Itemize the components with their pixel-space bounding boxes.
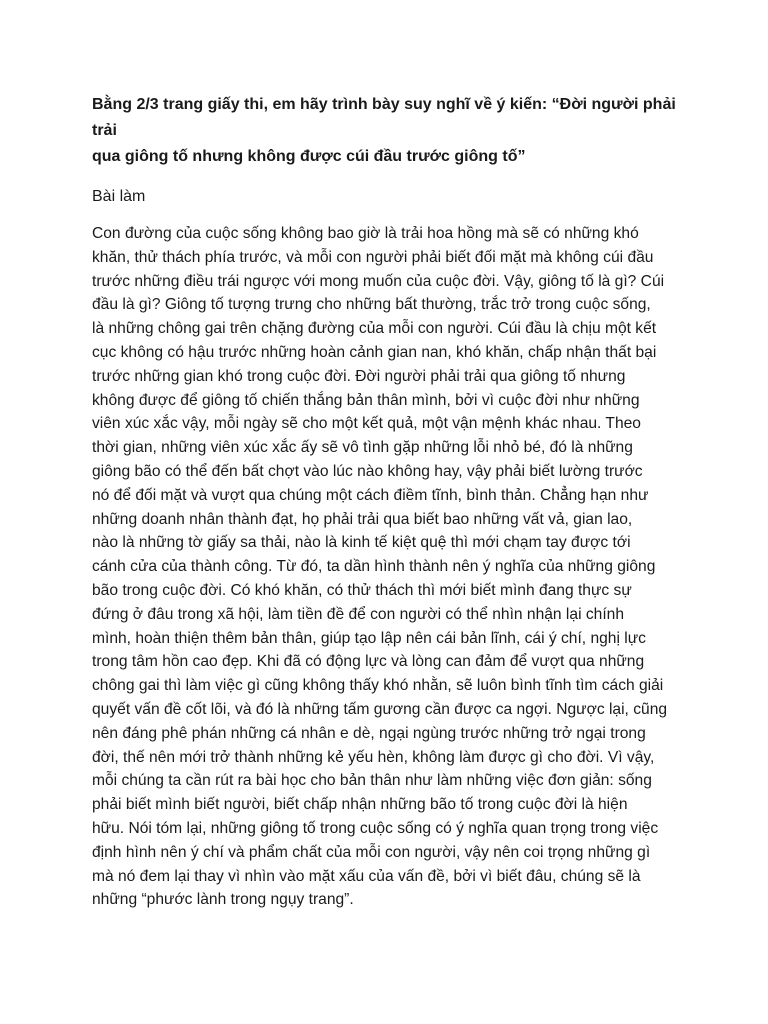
essay-line: mình, hoàn thiện thêm bản thân, giúp tạo lập nên cái bản lĩnh, cái ý chí, nghị lực xyxy=(92,629,646,647)
essay-line: đời, thế nên mới trở thành những kẻ yếu hèn, không làm được gì cho đời. Vì vậy, xyxy=(92,748,655,766)
essay-line: chông gai thì làm việc gì cũng không thấy khó nhằn, sẽ luôn bình tĩnh tìm cách giải xyxy=(92,677,664,695)
essay-line: thời gian, những viên xúc xắc ấy sẽ vô tình gặp những lỗi nhỏ bé, đó là những xyxy=(92,439,633,457)
essay-line: quyết vấn đề cốt lõi, và đó là những tấm gương cần được ca ngợi. Ngược lại, cũng xyxy=(92,700,668,718)
essay-line: trong tâm hồn cao đẹp. Khi đã có động lực và lòng can đảm để vượt qua những xyxy=(92,653,645,671)
essay-line: nó để đối mặt và vượt qua chúng một cách điềm tĩnh, bình thản. Chẳng hạn như xyxy=(92,486,649,504)
essay-line: bão trong cuộc đời. Có khó khăn, có thử thách thì mới biết mình đang thực sự xyxy=(92,581,632,599)
essay-line: không được để giông tố chiến thắng bản thân mình, bởi vì cuộc đời như những xyxy=(92,391,640,409)
essay-line: cánh cửa của thành công. Từ đó, ta dần hình thành nên ý nghĩa của những giông xyxy=(92,558,656,576)
essay-line: mỗi chúng ta cần rút ra bài học cho bản thân như làm những việc đơn giản: sống xyxy=(92,772,652,790)
essay-heading: Bài làm xyxy=(92,188,146,205)
essay-line: định hình nên ý chí và phẩm chất của mỗi con người, vậy nên coi trọng những gì xyxy=(92,843,651,861)
essay-line: đứng ở đâu trong xã hội, làm tiền đề để con người có thể nhìn nhận lại chính xyxy=(92,605,625,623)
essay-line: những doanh nhân thành đạt, họ phải trải qua biết bao những vất vả, gian lao, xyxy=(92,510,633,528)
document-page xyxy=(92,92,684,912)
essay-line: những “phước lành trong ngụy trang”. xyxy=(92,891,354,909)
essay-line: nên đáng phê phán những cá nhân e dè, ngại ngùng trước những trở ngại trong xyxy=(92,724,646,742)
essay-line: nào là những tờ giấy sa thải, nào là kinh tế kiệt quệ thì mới chạm tay được tới xyxy=(92,534,631,552)
essay-line: phải biết mình biết người, biết chấp nhận những bão tố trong cuộc đời là hiện xyxy=(92,796,628,814)
essay-line: hữu. Nói tóm lại, những giông tố trong cuộc sống có ý nghĩa quan trọng trong việc xyxy=(92,819,659,837)
essay-line: trước những điều trái ngược với mong muốn của cuộc đời. Vậy, giông tố là gì? Cúi xyxy=(92,272,665,290)
essay-line: giông bão có thể đến bất chợt vào lúc nào không hay, vậy phải biết lường trước xyxy=(92,462,643,480)
essay-body xyxy=(92,222,684,912)
essay-line: đầu là gì? Giông tố tượng trưng cho những bất thường, trắc trở trong cuộc sống, xyxy=(92,296,651,314)
essay-line: mà nó đem lại thay vì nhìn vào mặt xấu của vấn đề, bởi vì biết đâu, chúng sẽ là xyxy=(92,867,641,885)
essay-line: là những chông gai trên chặng đường của mỗi con người. Cúi đầu là chịu một kết xyxy=(92,320,657,338)
essay-prompt xyxy=(92,92,684,170)
prompt-line: Bằng 2/3 trang giấy thi, em hãy trình bày suy nghĩ về ý kiến: “Đời người phải trải xyxy=(92,96,676,139)
essay-line: cục không có hậu trước những hoàn cảnh gian nan, khó khăn, chấp nhận thất bại xyxy=(92,343,657,361)
essay-line: Con đường của cuộc sống không bao giờ là trải hoa hồng mà sẽ có những khó xyxy=(92,225,639,242)
essay-line: khăn, thử thách phía trước, và mỗi con người phải biết đối mặt mà không cúi đầu xyxy=(92,248,654,266)
prompt-line: qua giông tố nhưng không được cúi đầu trước giông tố” xyxy=(92,148,526,165)
essay-line: trước những gian khó trong cuộc đời. Đời người phải trải qua giông tố nhưng xyxy=(92,367,626,385)
essay-line: viên xúc xắc vậy, mỗi ngày sẽ cho một kết quả, một vận mệnh khác nhau. Theo xyxy=(92,415,641,433)
